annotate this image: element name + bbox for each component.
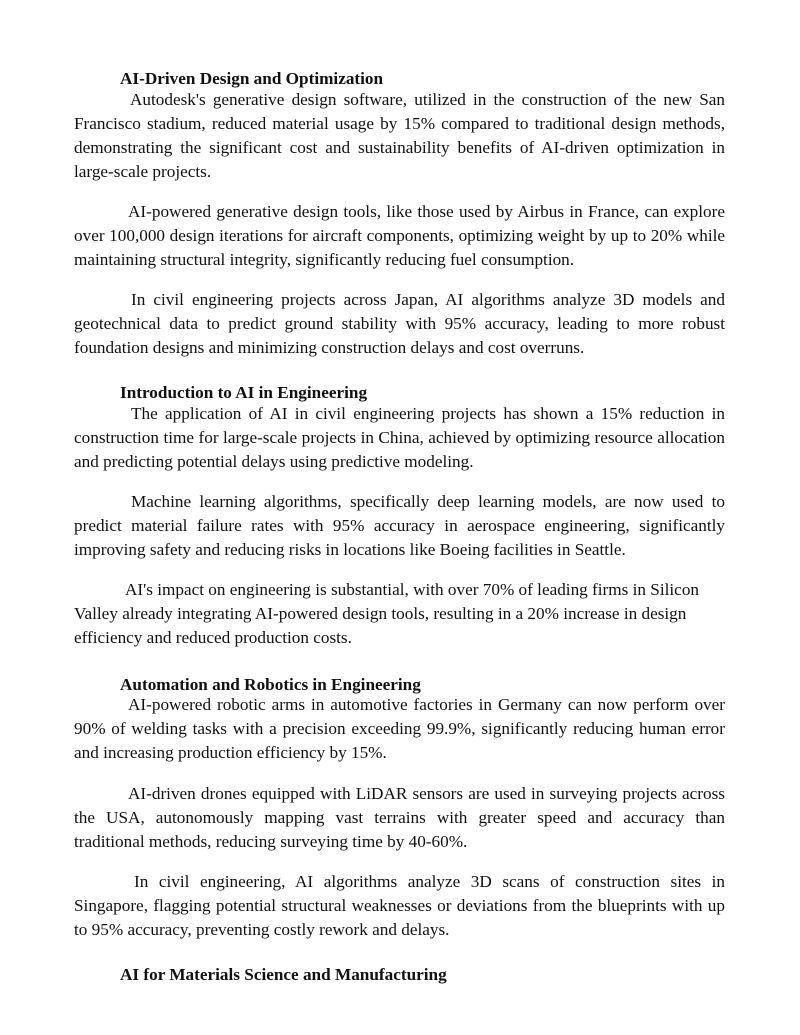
paragraph: Autodesk's generative design software, utilized in the construction of the new San Francisco stadium, reduced material usage by 15% compared to traditional design methods, demonstrating the significant cost and sustainability benefits of AI-driven optimization in large-scale projects. — [74, 90, 725, 182]
paragraph: The application of AI in civil engineering projects has shown a 15% reduction in construction time for large-scale projects in China, achieved by optimizing resource allocation and predicting potential delays using predictive modeling. — [74, 404, 725, 472]
paragraph: In civil engineering, AI algorithms analyze 3D scans of construction sites in Singapore, flagging potential structural weaknesses or deviations from the blueprints with up to 95% accuracy, preventing costly rework and delays. — [74, 872, 725, 940]
paragraph: AI's impact on engineering is substantial, with over 70% of leading firms in Silicon Valley already integrating AI-powered design tools, resulting in a 20% increase in design efficiency and reduced production costs. — [74, 580, 700, 648]
paragraph: AI-powered robotic arms in automotive factories in Germany can now perform over 90% of welding tasks with a precision exceeding 99.9%, significantly reducing human error and increasing production efficiency by 15%. — [74, 695, 725, 763]
section-heading-introduction: Introduction to AI in Engineering — [120, 383, 368, 402]
section-heading-materials-science: AI for Materials Science and Manufacturing — [120, 965, 447, 984]
paragraph: In civil engineering projects across Japan, AI algorithms analyze 3D models and geotechnical data to predict ground stability with 95% accuracy, leading to more robust foundation designs and minimizing construction delays and cost overruns. — [74, 290, 725, 358]
paragraph: Machine learning algorithms, specifically deep learning models, are now used to predict material failure rates with 95% accuracy in aerospace engineering, significantly improving safety and reducing risks in locations like Boeing facilities in Seattle. — [74, 492, 725, 560]
paragraph: AI-powered generative design tools, like those used by Airbus in France, can explore over 100,000 design iterations for aircraft components, optimizing weight by up to 20% while maintaining structural integrity, significantly reducing fuel consumption. — [74, 202, 725, 270]
section-heading-ai-driven-design: AI-Driven Design and Optimization — [120, 69, 384, 88]
paragraph: AI-driven drones equipped with LiDAR sensors are used in surveying projects across the USA, autonomously mapping vast terrains with greater speed and accuracy than traditional methods, reducing surveying time by 40-60%. — [74, 784, 725, 852]
section-heading-automation-robotics: Automation and Robotics in Engineering — [120, 675, 421, 694]
